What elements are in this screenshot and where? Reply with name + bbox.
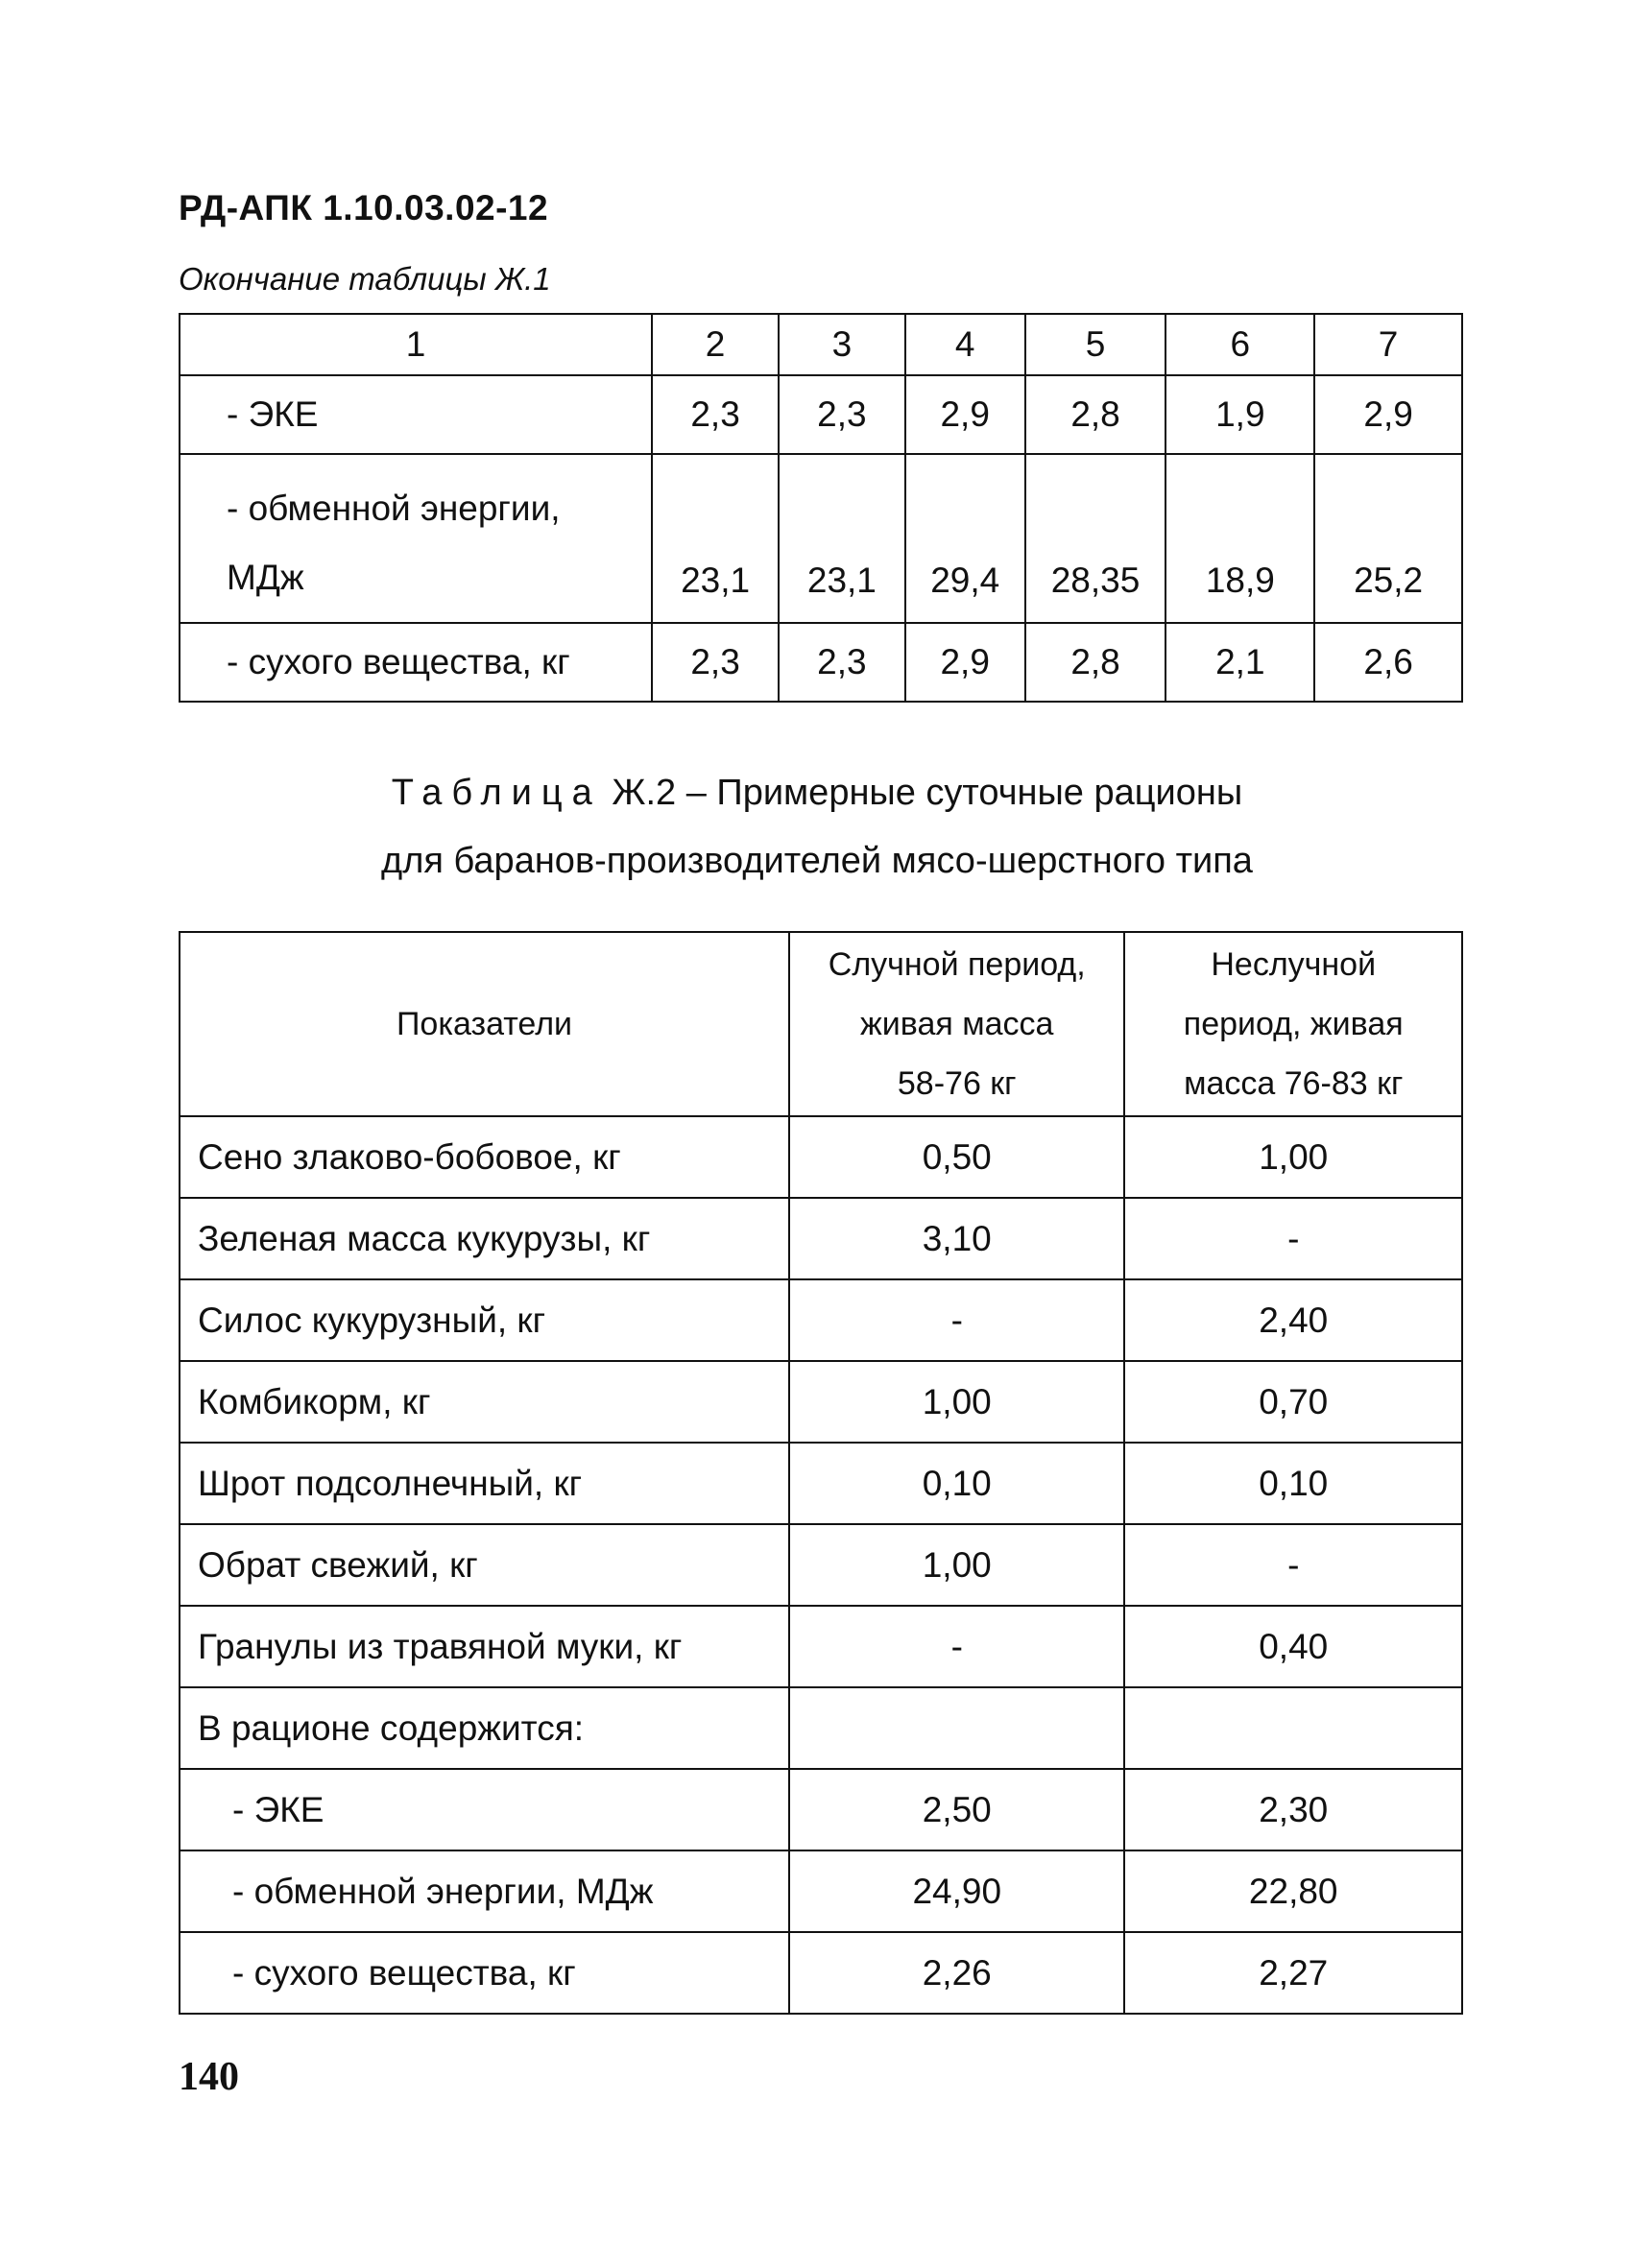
table-cell: 25,2 bbox=[1314, 454, 1462, 623]
table-cell: 2,9 bbox=[1314, 375, 1462, 454]
table-cell bbox=[789, 1687, 1124, 1769]
row-label: - ЭКЕ bbox=[180, 1769, 789, 1850]
table-cell: 2,3 bbox=[652, 375, 779, 454]
table-cell: 2,8 bbox=[1025, 375, 1166, 454]
row-label: Сено злаково-бобовое, кг bbox=[180, 1116, 789, 1198]
table-cell: - bbox=[1124, 1198, 1462, 1279]
row-label: Силос кукурузный, кг bbox=[180, 1279, 789, 1361]
header-indicators: Показатели bbox=[180, 932, 789, 1116]
row-label-line: - обменной энергии, bbox=[227, 489, 561, 528]
table-cell: 1,00 bbox=[789, 1524, 1124, 1606]
table-header-row bbox=[180, 314, 1462, 375]
row-label: - обменной энергии, МДж bbox=[180, 1850, 789, 1932]
table-zh1-end bbox=[179, 313, 1463, 703]
document-code: РД-АПК 1.10.03.02-12 bbox=[179, 188, 549, 227]
table-cell: 0,70 bbox=[1124, 1361, 1462, 1443]
table-row bbox=[180, 1443, 1462, 1524]
table-header-row bbox=[180, 932, 1462, 1116]
table-cell: 0,40 bbox=[1124, 1606, 1462, 1687]
table-cell: 0,10 bbox=[1124, 1443, 1462, 1524]
table-title-line2: для баранов-производителей мясо-шерстного типа bbox=[381, 841, 1253, 881]
header-non-mating-period bbox=[1124, 932, 1462, 1116]
header-line: живая масса bbox=[860, 1006, 1054, 1042]
page-number: 140 bbox=[179, 2055, 239, 2099]
table-title-text: Ж.2 – Примерные суточные рационы bbox=[601, 773, 1243, 813]
table-cell: 0,10 bbox=[789, 1443, 1124, 1524]
table-cell: 2,26 bbox=[789, 1932, 1124, 2014]
column-number: 6 bbox=[1165, 314, 1314, 375]
header-line: период, живая bbox=[1183, 1006, 1404, 1042]
table-row bbox=[180, 1850, 1462, 1932]
table-cell: 2,8 bbox=[1025, 623, 1166, 702]
row-label: - сухого вещества, кг bbox=[180, 1932, 789, 2014]
row-label: Шрот подсолнечный, кг bbox=[180, 1443, 789, 1524]
table-row bbox=[180, 1687, 1462, 1769]
table-cell: 24,90 bbox=[789, 1850, 1124, 1932]
column-number: 3 bbox=[779, 314, 905, 375]
table-cell: 3,10 bbox=[789, 1198, 1124, 1279]
table-cell: 2,9 bbox=[905, 623, 1025, 702]
table-row bbox=[180, 375, 1462, 454]
row-label-line: МДж bbox=[227, 558, 304, 597]
row-label: - сухого вещества, кг bbox=[180, 623, 652, 702]
header-line: Случной период, bbox=[828, 946, 1086, 983]
table-row bbox=[180, 1361, 1462, 1443]
table-cell: 1,00 bbox=[1124, 1116, 1462, 1198]
table-title-word: Таблица bbox=[391, 773, 602, 813]
row-label: Обрат свежий, кг bbox=[180, 1524, 789, 1606]
table-cell: 2,3 bbox=[779, 623, 905, 702]
table-cell: 23,1 bbox=[652, 454, 779, 623]
header-line: 58-76 кг bbox=[897, 1065, 1017, 1102]
row-label: Комбикорм, кг bbox=[180, 1361, 789, 1443]
row-label bbox=[180, 454, 652, 623]
table-cell: 2,6 bbox=[1314, 623, 1462, 702]
table-cell: 2,3 bbox=[779, 375, 905, 454]
column-number: 1 bbox=[180, 314, 652, 375]
row-label: - ЭКЕ bbox=[180, 375, 652, 454]
table-cell: 29,4 bbox=[905, 454, 1025, 623]
table-row bbox=[180, 1932, 1462, 2014]
column-number: 7 bbox=[1314, 314, 1462, 375]
row-label: В рационе содержится: bbox=[180, 1687, 789, 1769]
table-cell: 1,00 bbox=[789, 1361, 1124, 1443]
table-cell: 2,40 bbox=[1124, 1279, 1462, 1361]
table-cell: 2,50 bbox=[789, 1769, 1124, 1850]
table-cell: 2,1 bbox=[1165, 623, 1314, 702]
table-continuation-caption: Окончание таблицы Ж.1 bbox=[179, 261, 551, 297]
row-label: Зеленая масса кукурузы, кг bbox=[180, 1198, 789, 1279]
column-number: 4 bbox=[905, 314, 1025, 375]
table-cell: 2,27 bbox=[1124, 1932, 1462, 2014]
table-cell: - bbox=[789, 1279, 1124, 1361]
table-row bbox=[180, 1769, 1462, 1850]
table-cell: - bbox=[789, 1606, 1124, 1687]
column-number: 5 bbox=[1025, 314, 1166, 375]
table-zh2 bbox=[179, 931, 1463, 2015]
table-row bbox=[180, 1524, 1462, 1606]
table-cell: 2,9 bbox=[905, 375, 1025, 454]
table-cell: 1,9 bbox=[1165, 375, 1314, 454]
table-row bbox=[180, 623, 1462, 702]
table-title-line1 bbox=[0, 773, 1634, 814]
table-cell: 18,9 bbox=[1165, 454, 1314, 623]
table-row bbox=[180, 1116, 1462, 1198]
table-row bbox=[180, 1279, 1462, 1361]
header-mating-period bbox=[789, 932, 1124, 1116]
table-cell: 23,1 bbox=[779, 454, 905, 623]
column-number: 2 bbox=[652, 314, 779, 375]
header-line: масса 76-83 кг bbox=[1184, 1065, 1404, 1102]
table-cell bbox=[1124, 1687, 1462, 1769]
table-cell: - bbox=[1124, 1524, 1462, 1606]
table-cell: 2,3 bbox=[652, 623, 779, 702]
table-cell: 28,35 bbox=[1025, 454, 1166, 623]
table-cell: 2,30 bbox=[1124, 1769, 1462, 1850]
table-cell: 0,50 bbox=[789, 1116, 1124, 1198]
table-row bbox=[180, 1606, 1462, 1687]
table-row bbox=[180, 454, 1462, 623]
row-label: Гранулы из травяной муки, кг bbox=[180, 1606, 789, 1687]
table-row bbox=[180, 1198, 1462, 1279]
header-line: Неслучной bbox=[1211, 946, 1377, 983]
table-cell: 22,80 bbox=[1124, 1850, 1462, 1932]
